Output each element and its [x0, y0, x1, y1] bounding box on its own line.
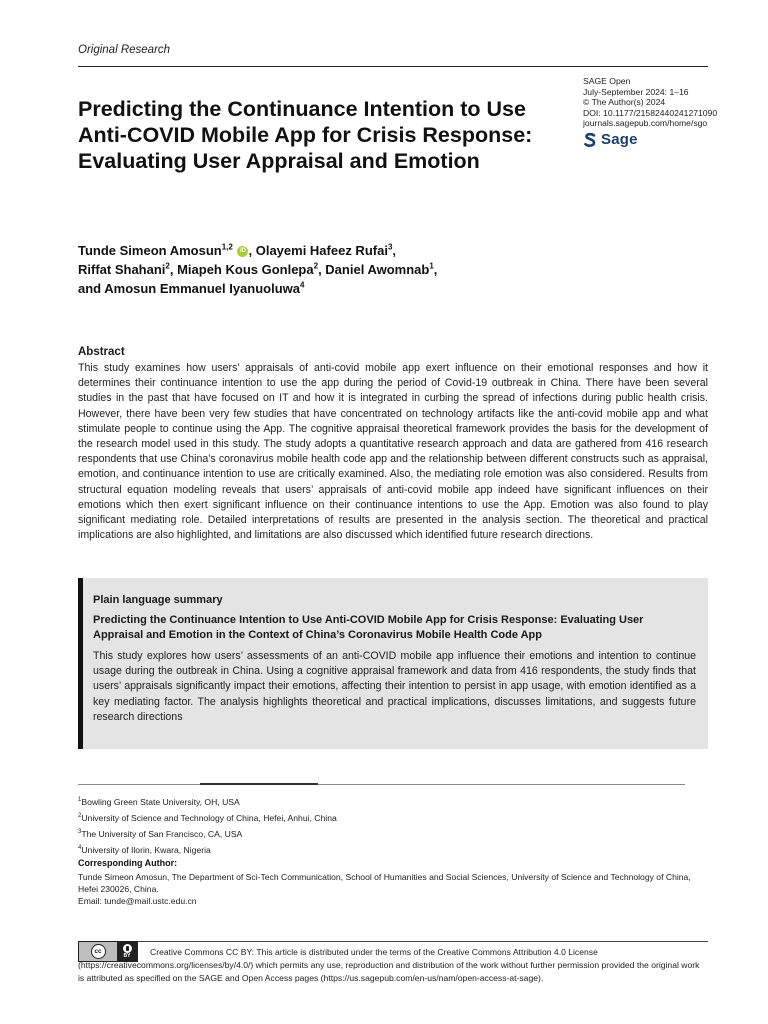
affiliation-item	[78, 809, 337, 825]
affiliation-number: 4	[78, 845, 82, 852]
author-name[interactable]: Olayemi Hafeez Rufai	[255, 243, 388, 258]
author-name[interactable]: Miapeh Kous Gonlepa	[177, 262, 314, 277]
pls-subtitle: Predicting the Continuance Intention to Use Anti-COVID Mobile App for Crisis Response: Evaluating User Appraisal and Emotion in the Context of China’s Coronavirus Mobile Health Code App	[93, 614, 644, 641]
author-separator: ,	[392, 243, 397, 258]
author-affiliation-marker: 1	[429, 261, 434, 271]
top-divider	[78, 66, 708, 67]
plain-language-summary	[78, 578, 708, 749]
abstract-text: This study examines how users’ appraisals of anti-covid mobile app exert influence on their emotional responses and how it determines their continuance intention to use the app during the period of Covid-19 outbreak in China. There have been several studies in the past that have focused on IT and how it is integrated in curbing the spread of infections during public health crisis. However, there have been very few studies that have concentrated on technology artifacts like the anti-covid mobile app and what stimulate people to continue using the App. The cognitive appraisal theoretical framework provides the basis for the development of the research model used in this study. The study adopts a quantitative research approach and data are gathered from 416 research respondents that use China’s coronavirus mobile health code app and the relationship between different constructs such as appraisal, emotion, and continuance intention to use are critically examined. Also, the mediating role emotion was also considered. Results from structural equation modeling reveals that users’ appraisals of anti-covid mobile app indeed have significant influences on their emotions which then exert significant influence on their continuance intentions to use the App. Emotion was also found to play significant mediating role. Detailed interpretations of results are presented in the analysis section. The theoretical and practical implications are also highlighted, and limitations are also discussed which identified future research directions.	[78, 362, 708, 542]
author-separator: ,	[433, 262, 438, 277]
author-name[interactable]: Tunde Simeon Amosun	[78, 243, 222, 258]
author-name[interactable]: Riffat Shahani	[78, 262, 166, 277]
author-name[interactable]: and Amosun Emmanuel Iyanuoluwa	[78, 281, 300, 296]
affiliation-text: The University of San Francisco, CA, USA	[81, 829, 243, 840]
orcid-icon[interactable]: iD	[237, 246, 248, 257]
by-label: BY	[123, 953, 131, 959]
affiliation-item	[78, 793, 337, 809]
author-separator: ,	[318, 262, 326, 277]
journal-name: SAGE Open	[583, 76, 631, 86]
pls-heading: Plain language summary	[93, 594, 223, 606]
journal-doi[interactable]: DOI: 10.1177/21582440241271090	[583, 107, 718, 118]
footnote-divider-accent	[200, 783, 318, 785]
author-list	[78, 241, 548, 298]
corresponding-heading: Corresponding Author:	[78, 858, 178, 868]
affiliation-number: 1	[78, 797, 82, 803]
corresponding-author	[78, 857, 708, 907]
author-affiliation-marker: 2	[165, 261, 170, 271]
author-affiliation-marker: 3	[387, 242, 393, 252]
author-affiliation-marker: 4	[300, 280, 305, 290]
affiliation-number: 3	[78, 829, 82, 836]
affiliation-number: 2	[78, 813, 82, 820]
author-affiliation-marker: 1,2	[221, 242, 233, 252]
author-affiliation-marker: 2	[313, 261, 319, 271]
sage-logo-text: Sage	[601, 130, 638, 148]
sage-s-icon	[583, 132, 597, 148]
section-label: Original Research	[78, 44, 171, 56]
pls-body: This study explores how users’ assessments of an anti-COVID mobile app influence their emotions and intention to continue usage during the outbreak in China. Using a cognitive appraisal framework and data from 416 respondents, the study finds that users’ appraisals significantly impact their emotions, affecting their intention to persist in app usage, with emotion identified as a key mediating factor. The analysis highlights theoretical and practical implications, discusses limitations, and suggests future research directions	[93, 650, 696, 723]
author-name[interactable]: Daniel Awomnab	[325, 262, 430, 277]
affiliation-text: University of Science and Technology of China, Hefei, Anhui, China	[81, 813, 337, 824]
affiliation-item	[78, 841, 337, 857]
journal-url[interactable]: journals.sagepub.com/home/sgo	[583, 118, 708, 129]
affiliation-text: University of Ilorin, Kwara, Nigeria	[81, 845, 211, 856]
affiliation-list	[78, 793, 337, 858]
journal-issue: July-September 2024: 1–16	[583, 86, 689, 97]
journal-info	[583, 76, 717, 148]
author-separator: ,	[248, 243, 256, 258]
corresponding-address: Tunde Simeon Amosun, The Department of Sci-Tech Communication, School of Humanities and Social Sciences, University of Science and Technology of China, Hefei 230026, China.	[78, 872, 691, 894]
cc-icon: cc	[91, 944, 106, 959]
license-divider	[78, 941, 708, 942]
author-separator: ,	[169, 262, 178, 277]
affiliation-item	[78, 825, 337, 841]
affiliation-text: Bowling Green State University, OH, USA	[81, 796, 240, 807]
abstract-heading: Abstract	[78, 346, 125, 358]
corresponding-email[interactable]: Email: tunde@mail.ustc.edu.cn	[78, 896, 197, 906]
sage-logo	[583, 132, 717, 148]
article-title: Predicting the Continuance Intention to Use Anti-COVID Mobile App for Crisis Response: Evaluating User Appraisal and Emotion	[78, 97, 533, 173]
journal-copyright: © The Author(s) 2024	[583, 97, 666, 108]
license-text: Creative Commons CC BY: This article is distributed under the terms of the Creative Commons Attribution 4.0 License (https://creativecommons.org/licenses/by/4.0/) which permits any use, reproduction and distribution of the work without further permission provided the original work is attributed as specified on the SAGE and Open Access pages (https://us.sagepub.com/en-us/nam/open-access-at-sage).	[78, 947, 700, 983]
footnote-divider	[78, 784, 685, 785]
